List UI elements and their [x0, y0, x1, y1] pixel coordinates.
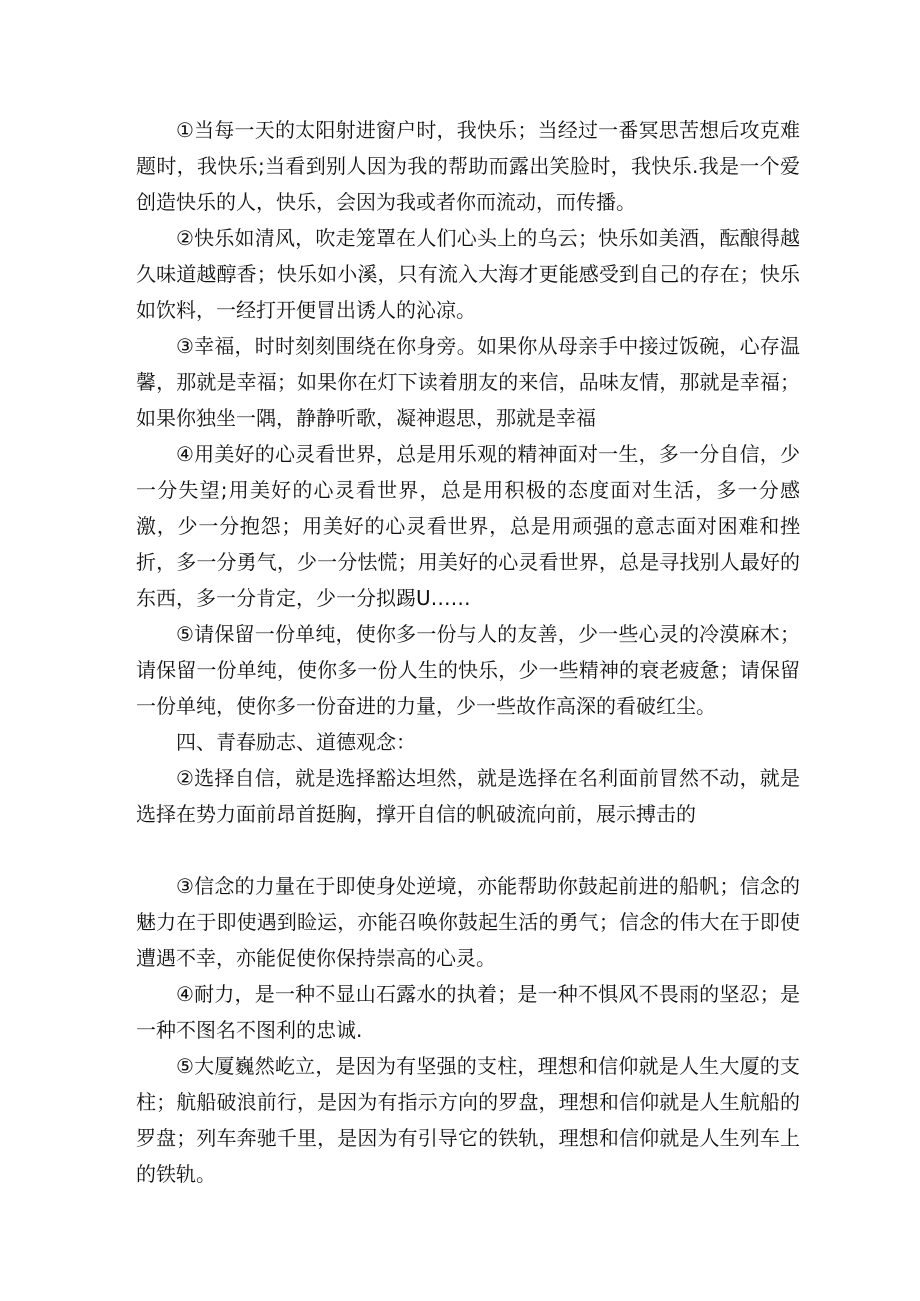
paragraph-belief: ③信念的力量在于即使身处逆境，亦能帮助你鼓起前进的船帆；信念的魅力在于即使遇到睑运，亦能召唤你鼓起生活的勇气；信念的伟大在于即使遭遇不幸，亦能促使你保持崇高的心灵。: [136, 874, 800, 970]
blank-line: [136, 832, 800, 868]
paragraph-happiness-around: ③幸福，时时刻刻围绕在你身旁。如果你从母亲手中接过饭碗，心存温馨，那就是幸福；如果你在灯下读着朋友的来信，品味友情，那就是幸福；如果你独坐一隅，静静听歌，凝神遐思，那就是幸福: [136, 334, 800, 430]
paragraph-beautiful-heart: ④用美好的心灵看世界，总是用乐观的精神面对一生，多一分自信，少一分失望;用美好的心灵看世界，总是用积极的态度面对生活，多一分感激，少一分抱怨；用美好的心灵看世界，总是用顽强的意志面对困难和挫折，多一分勇气，少一分怯慌；用美好的心灵看世界，总是寻找别人最好的东西，多一分肯定，少一分拟踢U……: [136, 442, 800, 610]
paragraph-ideals: ⑤大厦巍然屹立，是因为有坚强的支柱，理想和信仰就是人生大厦的支柱；航船破浪前行，是因为有指示方向的罗盘，理想和信仰就是人生航船的罗盘；列车奔驰千里，是因为有引导它的铁轨，理想和信仰就是人生列车上的铁轨。: [136, 1054, 800, 1186]
document-body: [136, 112, 800, 1192]
paragraph-endurance: ④耐力，是一种不显山石露水的执着；是一种不惧风不畏雨的坚忍；是一种不图名不图利的忠诚.: [136, 982, 800, 1042]
paragraph-happiness-sunshine: ①当每一天的太阳射进窗户时，我快乐；当经过一番冥思苦想后攻克难题时，我快乐;当看到别人因为我的帮助而露出笑脸时，我快乐.我是一个爱创造快乐的人，快乐，会因为我或者你而流动，而传播。: [136, 118, 800, 214]
paragraph-self-confidence: ②选择自信，就是选择豁达坦然，就是选择在名利面前冒然不动，就是选择在势力面前昂首挺胸，撑开自信的帆破流向前，展示搏击的: [136, 766, 800, 826]
paragraph-happiness-breeze: ②快乐如清风，吹走笼罩在人们心头上的乌云；快乐如美酒，酝酿得越久味道越醇香；快乐如小溪，只有流入大海才更能感受到自己的存在；快乐如饮料，一经打开便冒出诱人的沁凉。: [136, 226, 800, 322]
section-heading-youth-morality: 四、青春励志、道德观念：: [176, 730, 416, 754]
paragraph-simplicity: ⑤请保留一份单纯，使你多一份与人的友善，少一些心灵的冷漠麻木；请保留一份单纯，使你多一份人生的快乐，少一些精神的衰老疲惫；请保留一份单纯，使你多一份奋进的力量，少一些故作高深的看破红尘。: [136, 622, 800, 718]
